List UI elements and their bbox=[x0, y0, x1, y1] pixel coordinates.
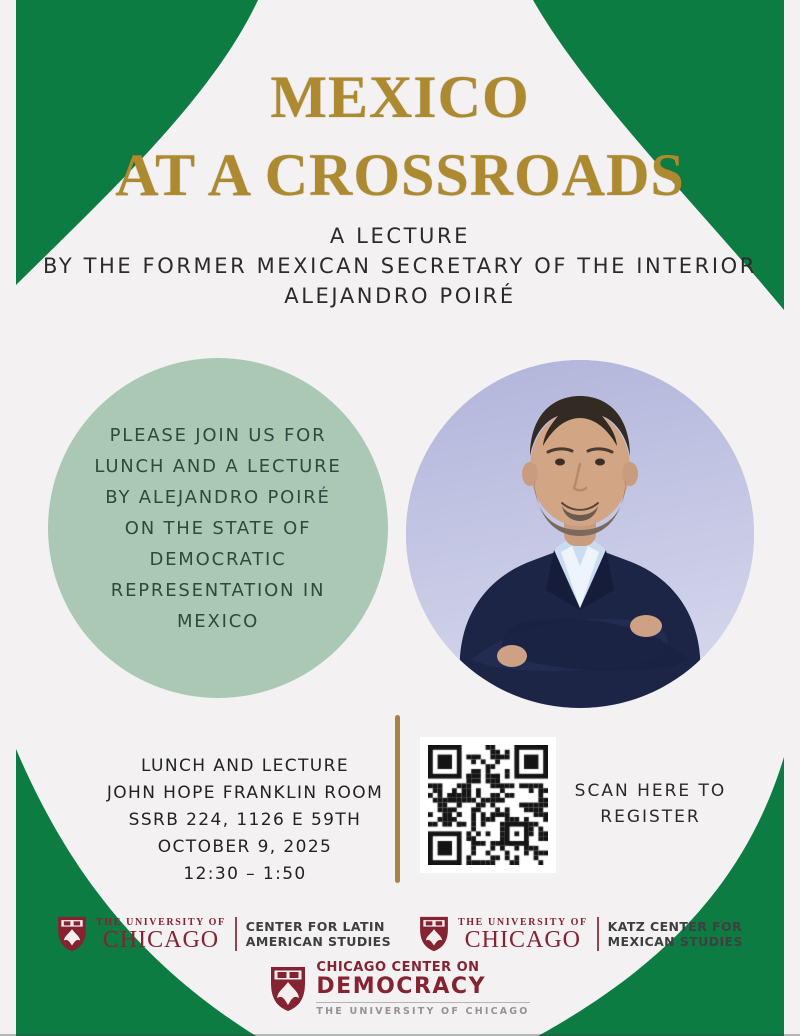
wordmark-rule bbox=[316, 1002, 529, 1003]
details-line: LUNCH AND LECTURE bbox=[141, 756, 349, 776]
invite-line: BY ALEJANDRO POIRÉ bbox=[105, 486, 331, 508]
poster-title bbox=[0, 58, 800, 214]
democracy-wordmark: CHICAGO CENTER ON DEMOCRACY THE UNIVERSITY OF CHICAGO bbox=[316, 960, 530, 1017]
register-callout bbox=[553, 778, 748, 830]
unit-name: CENTER FOR LATIN AMERICAN STUDIES bbox=[245, 919, 392, 949]
details-line: JOHN HOPE FRANKLIN ROOM bbox=[106, 783, 384, 803]
qr-code bbox=[420, 737, 556, 873]
uchicago-crest-icon bbox=[57, 916, 87, 952]
poster-subtitle bbox=[0, 221, 800, 311]
invitation-text bbox=[66, 420, 371, 637]
subtitle-line-2: BY THE FORMER MEXICAN SECRETARY OF THE INTERIOR bbox=[43, 254, 757, 278]
invitation-circle bbox=[48, 358, 388, 698]
university-wordmark bbox=[458, 917, 588, 952]
invite-line: ON THE STATE OF bbox=[124, 517, 312, 539]
university-of-label: THE UNIVERSITY OF bbox=[96, 916, 226, 928]
gold-divider-line bbox=[395, 715, 400, 883]
invite-line: DEMOCRATIC bbox=[149, 548, 287, 570]
chicago-label: CHICAGO bbox=[102, 926, 220, 953]
chicago-center-on-democracy-logo bbox=[0, 960, 800, 1017]
invite-line: LUNCH AND A LECTURE bbox=[94, 455, 342, 477]
invite-line: MEXICO bbox=[176, 610, 260, 632]
chicago-label: CHICAGO bbox=[464, 926, 582, 953]
logo-katz-center-mexican-studies bbox=[419, 916, 743, 952]
invite-line: REPRESENTATION IN bbox=[110, 579, 326, 601]
logo-divider bbox=[597, 917, 599, 951]
university-of-label: THE UNIVERSITY OF bbox=[458, 916, 588, 928]
details-line: SSRB 224, 1126 E 59TH bbox=[128, 810, 362, 830]
subtitle-line-3: ALEJANDRO POIRÉ bbox=[284, 284, 516, 308]
invite-line: PLEASE JOIN US FOR bbox=[109, 424, 327, 446]
details-line: 12:30 – 1:50 bbox=[183, 864, 307, 884]
title-line-1: MEXICO bbox=[270, 64, 530, 130]
unit-name: KATZ CENTER FOR MEXICAN STUDIES bbox=[607, 919, 743, 949]
university-wordmark bbox=[96, 917, 226, 952]
logo-divider bbox=[235, 917, 237, 951]
subtitle-line-1: A LECTURE bbox=[329, 224, 471, 248]
title-line-2: AT A CROSSROADS bbox=[115, 142, 685, 208]
speaker-photo bbox=[406, 360, 754, 708]
details-line: OCTOBER 9, 2025 bbox=[157, 837, 333, 857]
event-details bbox=[60, 753, 430, 888]
scan-line-1: SCAN HERE TO bbox=[574, 781, 727, 801]
uchicago-crest-icon bbox=[270, 966, 306, 1012]
qr-code-icon bbox=[428, 745, 548, 865]
partner-logos-row bbox=[0, 916, 800, 952]
logo-center-latin-american-studies bbox=[57, 916, 391, 952]
scan-line-2: REGISTER bbox=[600, 807, 701, 827]
uchicago-crest-icon bbox=[419, 916, 449, 952]
